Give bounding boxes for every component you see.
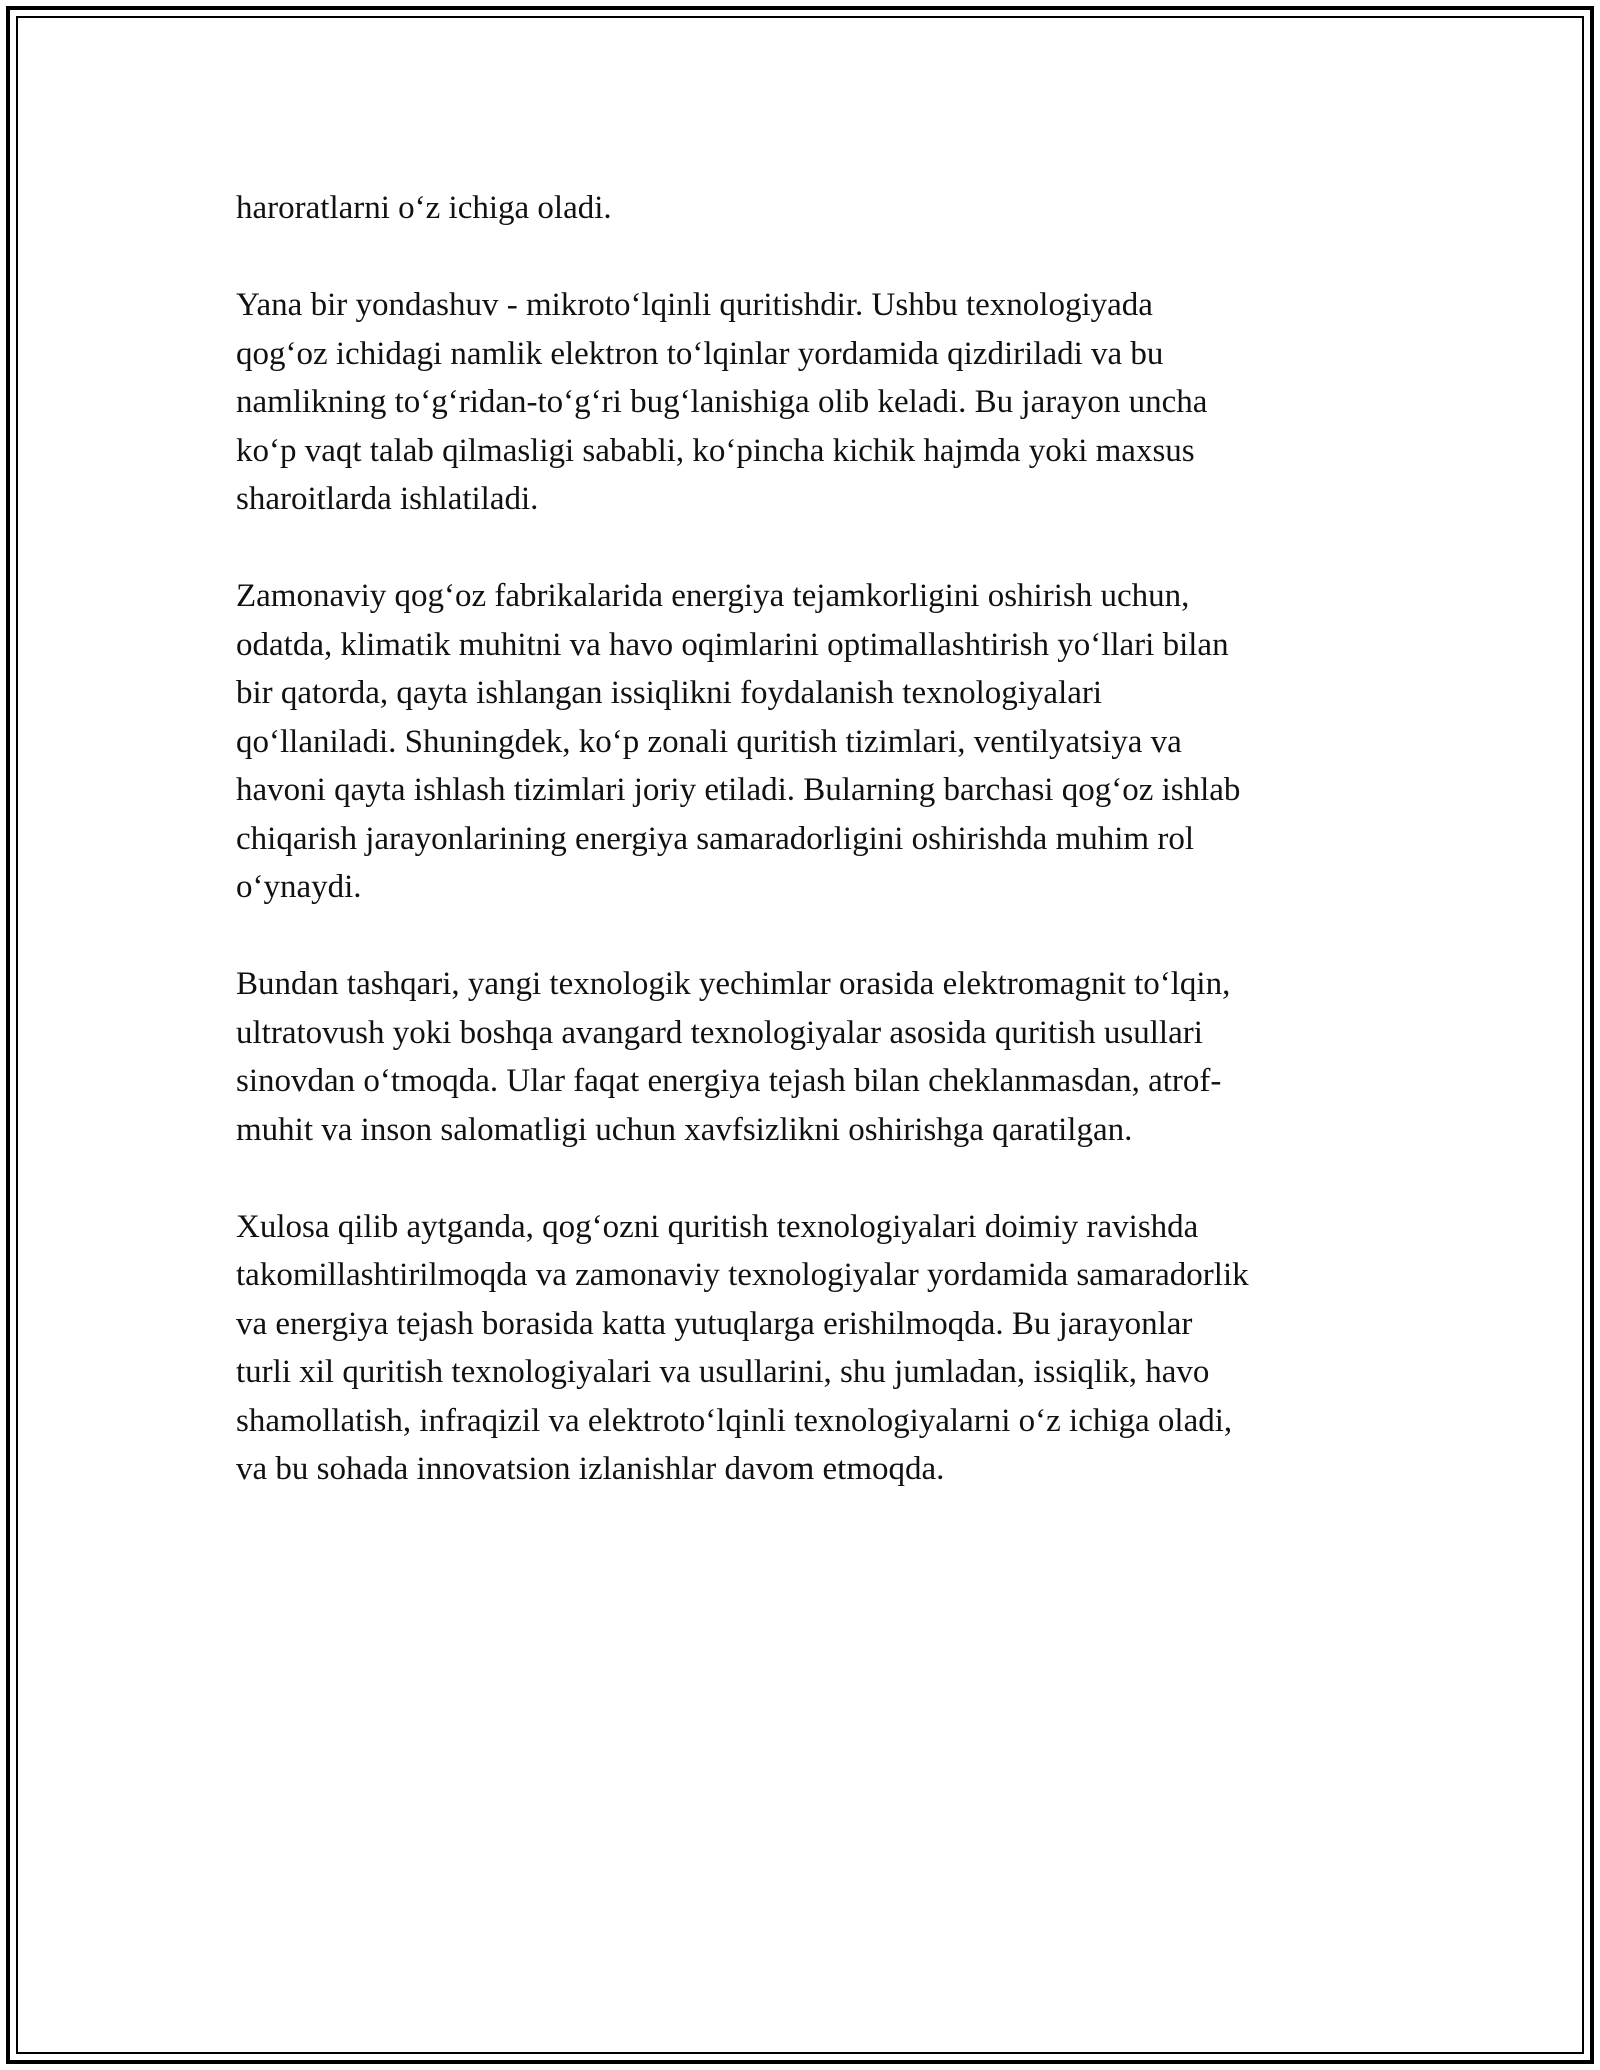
text-line: shamollatish, infraqizil va elektroto‘lqinli texnologiyalarni o‘z ichiga oladi, xyxy=(236,1402,1233,1439)
text-line: bir qatorda, qayta ishlangan issiqlikni foydalanish texnologiyalari xyxy=(236,675,1103,711)
paragraph xyxy=(236,184,1376,233)
text-line: Yana bir yondashuv - mikroto‘lqinli quritishdir. Ushbu texnologiyada xyxy=(236,287,1153,323)
text-line: takomillashtirilmoqda va zamonaviy texnologiyalar yordamida samaradorlik xyxy=(236,1257,1249,1293)
text-line: va bu sohada innovatsion izlanishlar davom etmoqda. xyxy=(236,1451,945,1487)
text-line: Bundan tashqari, yangi texnologik yechimlar orasida elektromagnit to‘lqin, xyxy=(236,966,1231,1002)
text-line: Zamonaviy qog‘oz fabrikalarida energiya tejamkorligini oshirish uchun, xyxy=(236,578,1190,614)
paragraph xyxy=(236,281,1376,524)
paragraph xyxy=(236,572,1376,912)
paragraph xyxy=(236,1203,1376,1494)
text-line: havoni qayta ishlash tizimlari joriy etiladi. Bularning barchasi qog‘oz ishlab xyxy=(236,772,1241,808)
text-line: sharoitlarda ishlatiladi. xyxy=(236,481,539,517)
text-line: va energiya tejash borasida katta yutuqlarga erishilmoqda. Bu jarayonlar xyxy=(236,1305,1193,1342)
text-line: muhit va inson salomatligi uchun xavfsizlikni oshirishga qaratilgan. xyxy=(236,1111,1133,1148)
text-line: qo‘llaniladi. Shuningdek, ko‘p zonali quritish tizimlari, ventilyatsiya va xyxy=(236,723,1182,760)
document-body xyxy=(236,184,1376,1542)
text-line: Xulosa qilib aytganda, qog‘ozni quritish texnologiyalari doimiy ravishda xyxy=(236,1208,1199,1245)
text-line: ultratovush yoki boshqa avangard texnologiyalar asosida quritish usullari xyxy=(236,1014,1203,1051)
text-line: ko‘p vaqt talab qilmasligi sababli, ko‘pincha kichik hajmda yoki maxsus xyxy=(236,432,1195,469)
text-line: sinovdan o‘tmoqda. Ular faqat energiya tejash bilan cheklanmasdan, atrof- xyxy=(236,1063,1222,1099)
text-line: qog‘oz ichidagi namlik elektron to‘lqinlar yordamida qizdiriladi va bu xyxy=(236,335,1164,372)
text-line: odatda, klimatik muhitni va havo oqimlarini optimallashtirish yo‘llari bilan xyxy=(236,626,1229,663)
text-line: namlikning to‘g‘ridan-to‘g‘ri bug‘lanishiga olib keladi. Bu jarayon uncha xyxy=(236,384,1208,420)
text-line: chiqarish jarayonlarining energiya samaradorligini oshirishda muhim rol xyxy=(236,820,1194,857)
paragraph xyxy=(236,960,1376,1154)
text-line: turli xil quritish texnologiyalari va usullarini, shu jumladan, issiqlik, havo xyxy=(236,1354,1210,1390)
text-line: o‘ynaydi. xyxy=(236,869,362,905)
text-line: haroratlarni o‘z ichiga oladi. xyxy=(236,190,612,226)
